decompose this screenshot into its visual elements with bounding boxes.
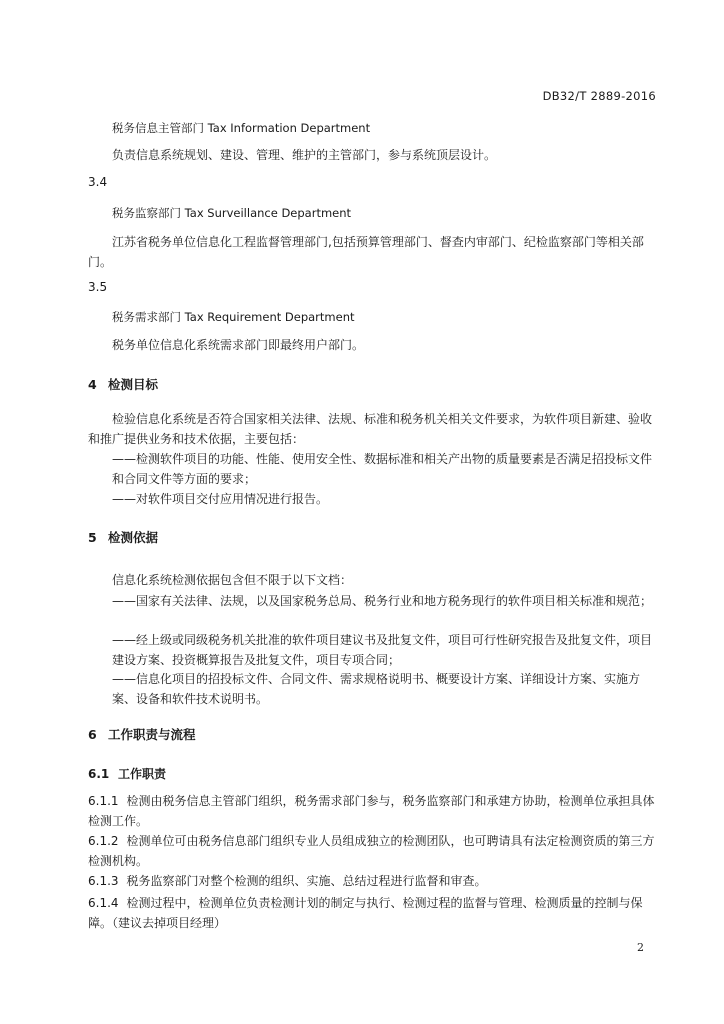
clause-6-1-4	[88, 893, 656, 933]
section-4-heading	[88, 375, 158, 393]
section-5-heading	[88, 528, 158, 546]
term-3-5-title: 税务需求部门 Tax Requirement Department	[112, 310, 355, 324]
section-5-title: 检测依据	[108, 530, 159, 545]
term-3-4-definition: 江苏省税务单位信息化工程监督管理部门,包括预算管理部门、督查内审部门、纪检监察部门等相关部门。	[88, 235, 644, 269]
section-6-heading	[88, 725, 196, 743]
clause-6-1-4-number: 6.1.4	[88, 896, 119, 910]
term-3-5-number: 3.5	[88, 280, 108, 294]
clause-6-1-1	[88, 791, 656, 831]
clause-6-1-1-text: 检测由税务信息主管部门组织，税务需求部门参与，税务监察部门和承建方协助，检测单位承担具体检测工作。	[88, 794, 655, 828]
clause-6-1-4-text: 检测过程中，检测单位负责检测计划的制定与执行、检测过程的监督与管理、检测质量的控制与保障。（建议去掉项目经理）	[88, 896, 643, 930]
section-5-item-3: ——信息化项目的招投标文件、合同文件、需求规格说明书、概要设计方案、详细设计方案、实施方案、设备和软件技术说明书。	[112, 672, 641, 706]
clause-6-1-3-text: 税务监察部门对整个检测的组织、实施、总结过程进行监督和审查。	[126, 874, 487, 888]
term-3-4-title: 税务监察部门 Tax Surveillance Department	[112, 206, 352, 220]
clause-6-1-2-number: 6.1.2	[88, 834, 119, 848]
section-5-intro: 信息化系统检测依据包含但不限于以下文档：	[112, 573, 353, 587]
section-5-item-2: ——经上级或同级税务机关批准的软件项目建议书及批复文件，项目可行性研究报告及批复文件，项目建设方案、投资概算报告及批复文件，项目专项合同；	[112, 633, 653, 667]
clause-6-1-3	[88, 871, 656, 891]
section-6-1-heading	[88, 765, 166, 782]
term-3-4-number: 3.4	[88, 175, 108, 189]
section-6-1-number: 6.1	[88, 767, 110, 781]
clause-6-1-2-text: 检测单位可由税务信息部门组织专业人员组成独立的检测团队，也可聘请具有法定检测资质的第三方检测机构。	[88, 834, 655, 868]
section-6-title: 工作职责与流程	[108, 727, 196, 742]
section-4-intro: 检验信息化系统是否符合国家相关法律、法规、标准和税务机关相关文件要求，为软件项目新建、验收和推广提供业务和技术依据，主要包括：	[88, 412, 653, 446]
term-3-3-definition: 负责信息系统规划、建设、管理、维护的主管部门，参与系统顶层设计。	[112, 148, 497, 162]
standard-code: DB32/T 2889-2016	[542, 89, 656, 103]
clause-6-1-2	[88, 831, 656, 871]
section-4-number: 4	[88, 377, 97, 392]
clause-6-1-3-number: 6.1.3	[88, 874, 119, 888]
section-6-number: 6	[88, 727, 97, 742]
clause-6-1-1-number: 6.1.1	[88, 794, 119, 808]
section-4-title: 检测目标	[108, 377, 159, 392]
section-4-item-1: ——检测软件项目的功能、性能、使用安全性、数据标准和相关产出物的质量要素是否满足招投标文件和合同文件等方面的要求；	[112, 452, 653, 486]
section-4-item-2: ——对软件项目交付应用情况进行报告。	[112, 492, 329, 506]
term-3-5-definition: 税务单位信息化系统需求部门即最终用户部门。	[112, 338, 365, 352]
section-5-item-1: ——国家有关法律、法规，以及国家税务总局、税务行业和地方税务现行的软件项目相关标准和规范；	[112, 594, 653, 608]
term-3-3-title: 税务信息主管部门 Tax Information Department	[112, 121, 371, 135]
page-number: 2	[637, 941, 644, 954]
section-6-1-title: 工作职责	[118, 767, 167, 781]
section-5-number: 5	[88, 530, 97, 545]
